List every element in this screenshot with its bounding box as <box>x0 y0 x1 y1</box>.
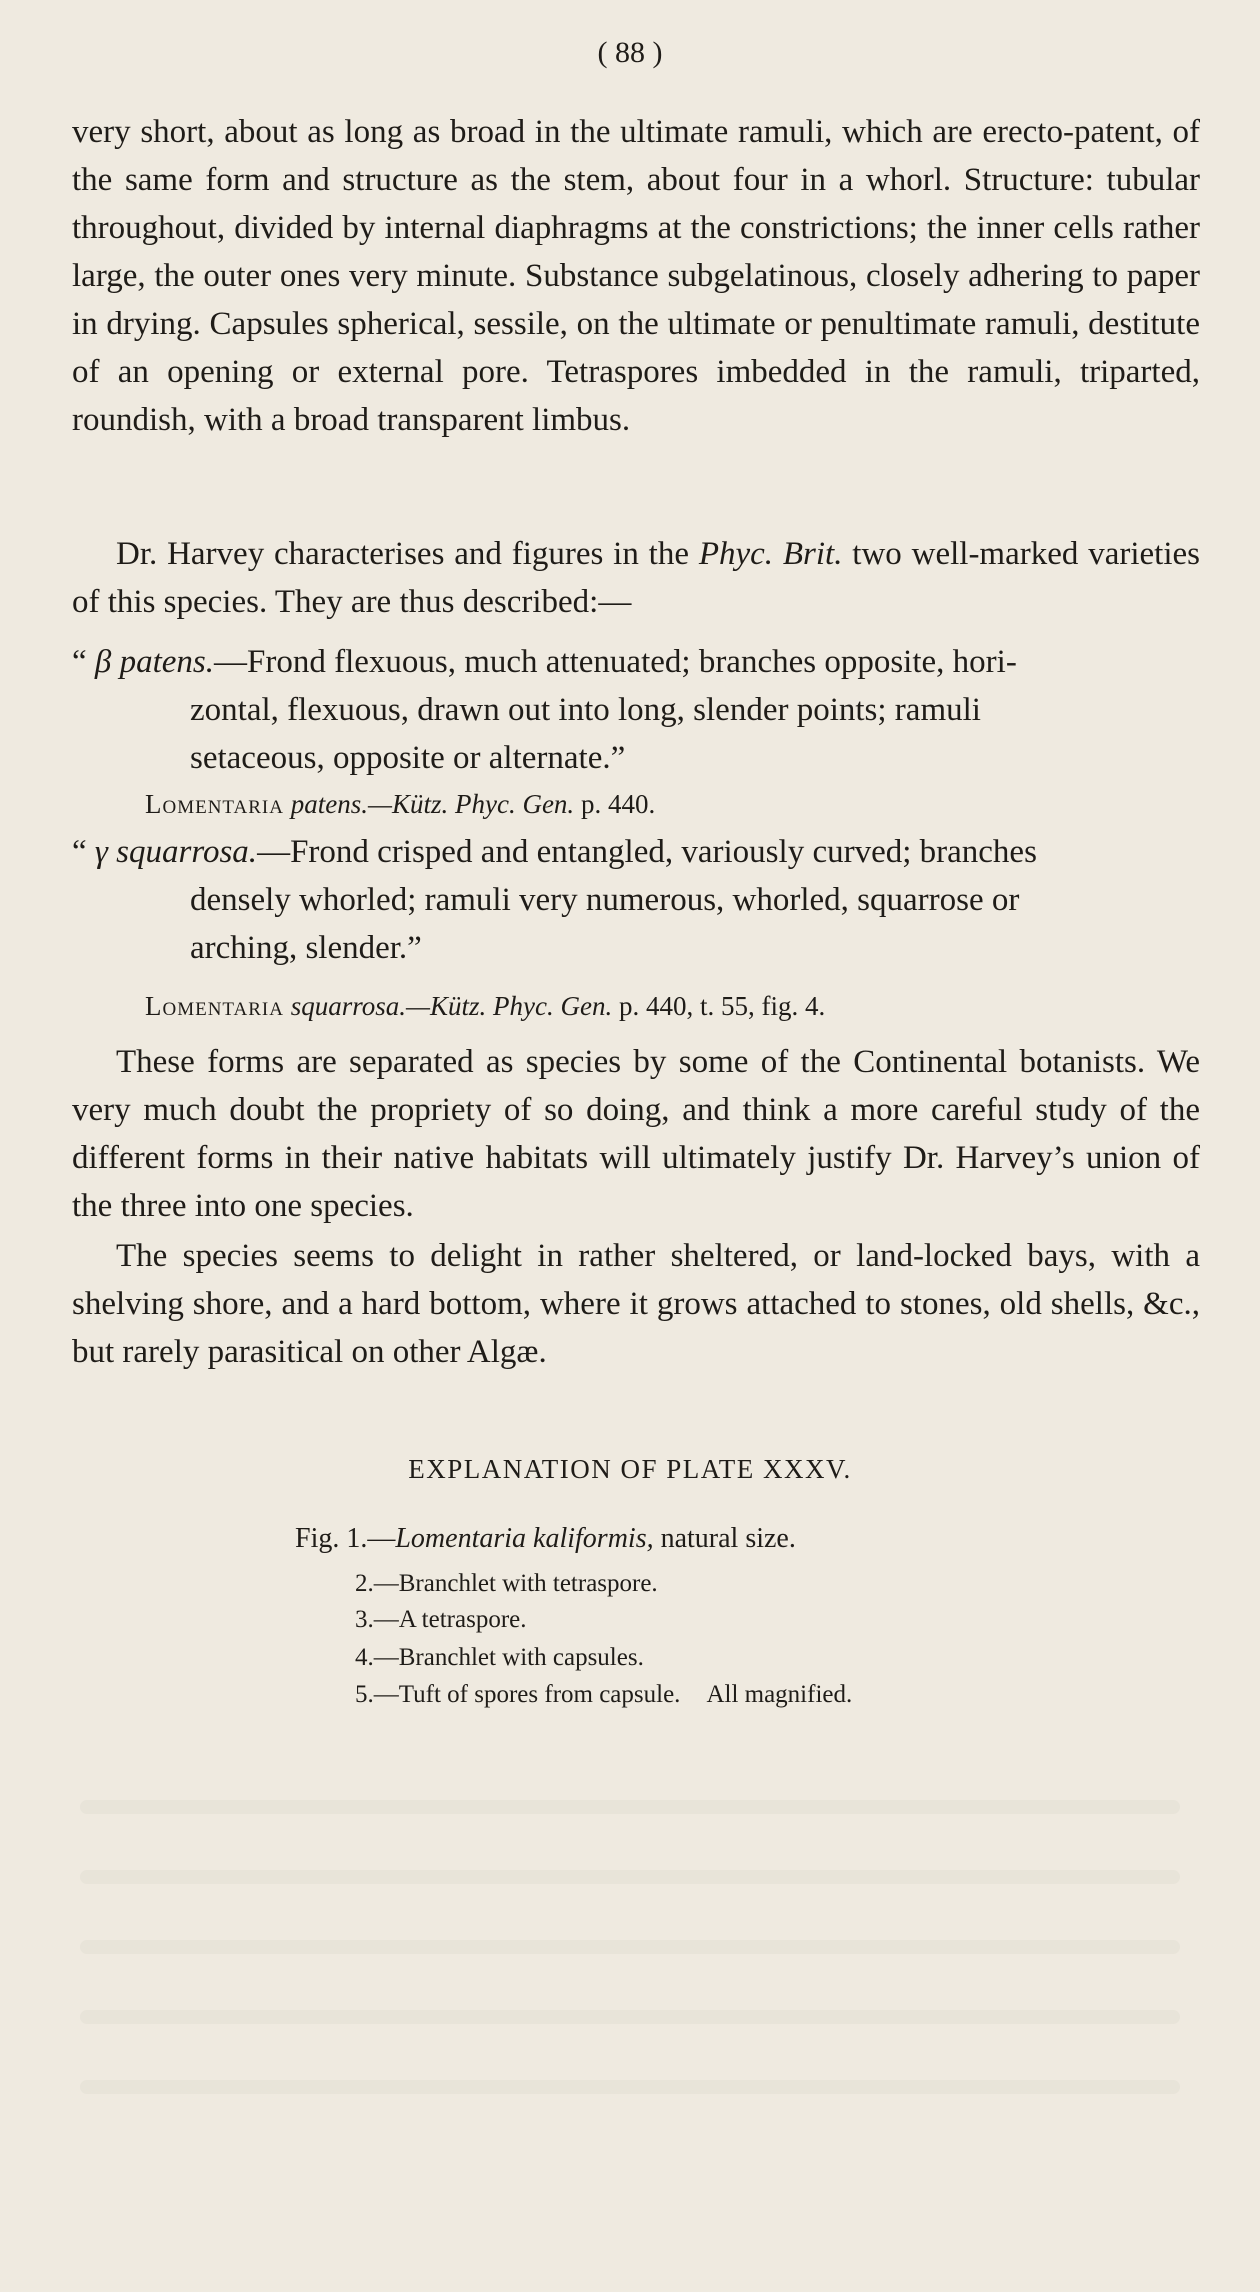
fig5-note: All magnified. <box>706 1681 853 1708</box>
ref-genus: Lomentaria <box>145 789 284 819</box>
ref-page: p. 440. <box>574 789 656 819</box>
ref-genus: Lomentaria <box>145 991 284 1021</box>
fig1-label: Fig. 1.— <box>295 1523 396 1554</box>
reference-patens <box>145 786 655 822</box>
ref-citation: squarrosa.—Kütz. Phyc. Gen. <box>290 991 613 1021</box>
fig1-rest: natural size. <box>653 1523 796 1554</box>
variety-gamma-text: —Frond crisped and entangled, variously curved; branches <box>257 834 1037 870</box>
bleed-through <box>80 2080 1180 2094</box>
variety-gamma-line1 <box>72 828 1200 876</box>
variety-gamma <box>72 828 1200 972</box>
open-quote: “ <box>72 834 87 870</box>
open-quote: “ <box>72 644 87 680</box>
paragraph-harvey-before: Dr. Harvey characterises and figures in the <box>116 536 699 572</box>
paragraph-description: very short, about as long as broad in the ultimate ramuli, which are erecto-patent, of the same form and structure as the stem, about four in a whorl. Structure: tubular throughout, divided by internal diaphragms at the constrictions; the inner cells rather large, the outer ones very minute. Substance subgelatinous, closely adhering to paper in drying. Capsules spherical, sessile, on the ultimate or penultimate ramuli, destitute of an opening or external pore. Tetraspores imbedded in the ramuli, triparted, roundish, with a broad transparent limbus. <box>72 114 1200 438</box>
figure-caption-1 <box>295 1522 796 1556</box>
variety-gamma-line3: arching, slender.” <box>190 930 422 966</box>
paragraph-harvey <box>72 530 1200 626</box>
variety-beta <box>72 638 1200 782</box>
page-number: ( 88 ) <box>597 36 663 69</box>
ref-citation: patens.—Kütz. Phyc. Gen. <box>290 789 575 819</box>
variety-beta-line3: setaceous, opposite or alternate.” <box>190 740 626 776</box>
phyc-brit-title: Phyc. Brit. <box>698 536 843 572</box>
figure-caption-5 <box>355 1678 852 1712</box>
fig5-text: 5.—Tuft of spores from capsule. <box>355 1681 681 1708</box>
ref-page: p. 440, t. 55, fig. 4. <box>612 991 826 1021</box>
variety-gamma-line2: densely whorled; ramuli very numerous, whorled, squarrose or <box>190 882 1020 918</box>
paragraph-harvey-after: two well-marked varieties of this species. They are thus described:— <box>72 536 1200 620</box>
paragraph-habitat: The species seems to delight in rather sheltered, or land-locked bays, with a shelving shore, and a hard bottom, where it grows attached to stones, old shells, &c., but rarely parasitical on other Algæ. <box>72 1238 1200 1370</box>
variety-beta-line1 <box>72 638 1200 686</box>
variety-gamma-name: γ squarrosa. <box>94 834 258 870</box>
bleed-through <box>80 1870 1180 1884</box>
bleed-through <box>80 2010 1180 2024</box>
paragraph-continental: These forms are separated as species by some of the Continental botanists. We very much doubt the propriety of so doing, and think a more careful study of the different forms in their native habitats will ultimately justify Dr. Harvey’s union of the three into one species. <box>72 1044 1200 1224</box>
reference-squarrosa <box>145 988 825 1024</box>
bleed-through <box>80 1800 1180 1814</box>
figure-caption-4: 4.—Branchlet with capsules. <box>355 1644 644 1671</box>
variety-beta-line2: zontal, flexuous, drawn out into long, slender points; ramuli <box>190 692 981 728</box>
fig1-species: Lomentaria kaliformis, <box>395 1523 654 1554</box>
variety-beta-name: β patens. <box>94 644 214 680</box>
figure-caption-2: 2.—Branchlet with tetraspore. <box>355 1570 658 1597</box>
figure-caption-3: 3.—A tetraspore. <box>355 1606 527 1633</box>
bleed-through <box>80 1940 1180 1954</box>
variety-beta-text: —Frond flexuous, much attenuated; branches opposite, hori- <box>214 644 1017 680</box>
plate-explanation-heading: EXPLANATION OF PLATE XXXV. <box>408 1454 852 1484</box>
